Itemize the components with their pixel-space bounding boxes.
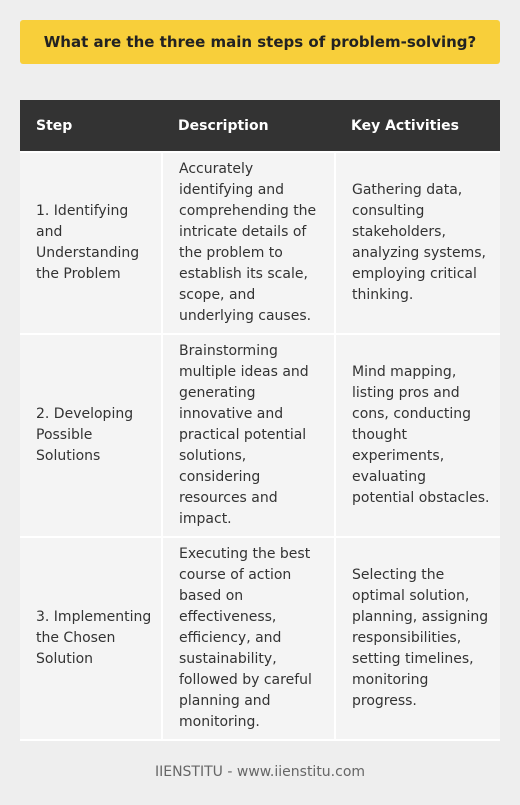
header-key-activities: Key Activities <box>335 100 500 152</box>
steps-table <box>20 100 500 741</box>
activities-cell: Mind mapping, listing pros and cons, conducting thought experiments, evaluating potential obstacles. <box>335 334 500 537</box>
table-header-row <box>20 100 500 152</box>
title-banner <box>20 20 500 64</box>
step-cell: 2. Developing Possible Solutions <box>20 334 162 537</box>
table-row <box>20 334 500 537</box>
header-step: Step <box>20 100 162 152</box>
activities-cell: Gathering data, consulting stakeholders, analyzing systems, employing critical thinking. <box>335 152 500 334</box>
activities-cell: Selecting the optimal solution, planning, assigning responsibilities, setting timelines, monitoring progress. <box>335 537 500 740</box>
table-row <box>20 152 500 334</box>
description-cell: Accurately identifying and comprehending the intricate details of the problem to establish its scale, scope, and underlying causes. <box>162 152 335 334</box>
step-cell: 1. Identifying and Understanding the Problem <box>20 152 162 334</box>
header-description: Description <box>162 100 335 152</box>
step-cell: 3. Implementing the Chosen Solution <box>20 537 162 740</box>
description-cell: Brainstorming multiple ideas and generating innovative and practical potential solutions, considering resources and impact. <box>162 334 335 537</box>
footer-credit: IIENSTITU - www.iienstitu.com <box>154 764 366 780</box>
page-title: What are the three main steps of problem-solving? <box>43 33 477 51</box>
description-cell: Executing the best course of action based on effectiveness, efficiency, and sustainability, followed by careful planning and monitoring. <box>162 537 335 740</box>
table-row <box>20 537 500 740</box>
